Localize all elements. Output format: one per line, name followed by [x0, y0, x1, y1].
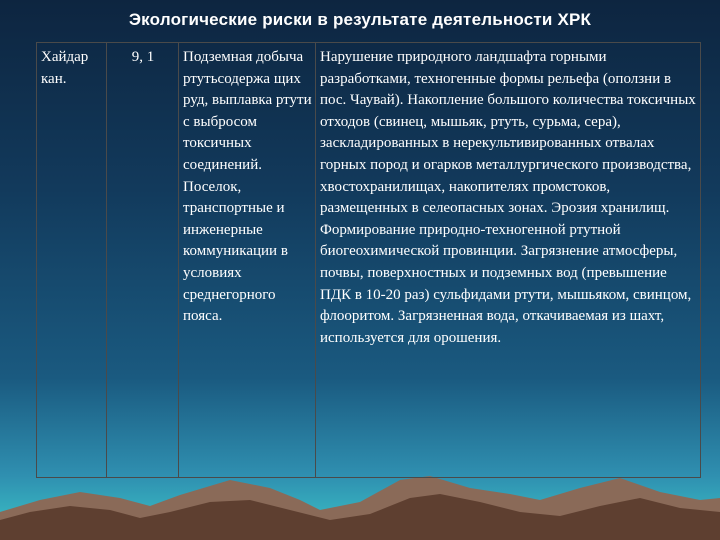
site-text: Хайдар кан.: [41, 49, 89, 87]
risks-cell: [316, 43, 701, 478]
risk-table: [36, 42, 701, 478]
site-cell: [37, 43, 107, 478]
slide-title: Экологические риски в результате деятельности ХРК: [128, 10, 592, 29]
activity-cell: [179, 43, 316, 478]
table-row: [37, 43, 701, 478]
value-cell: [107, 43, 179, 478]
value-text: 9, 1: [131, 49, 155, 65]
risks-text: Нарушение природного ландшафта горными разработками, техногенные формы рельефа (оползни в пос. Чаувай). Накопление большого количества токсичных отходов (свинец, мышьяк, ртуть, сурьма, сера), заскладированных в нерекультивированных отвалах горных пород и огарков металлургического производства, хвостохранилищах, накопителях промстоков, размещенных в селеопасных зонах. Эрозия хранилищ. Формирование природно-техногенной ртутной биогеохимической провинции. Загрязнение атмосферы, почвы, поверхностных и подземных вод (превышение ПДК в 10-20 раз) сульфидами ртути, мышьяком, свинцом, флооритом. Загрязненная вода, откачиваемая из шахт, используется для орошения.: [320, 49, 696, 346]
activity-text: Подземная добыча ртутьсодержа щих руд, выплавка ртути с выбросом токсичных соединений. Поселок, транспортные и инженерные коммуникации в условиях среднегорного пояса.: [183, 49, 312, 325]
